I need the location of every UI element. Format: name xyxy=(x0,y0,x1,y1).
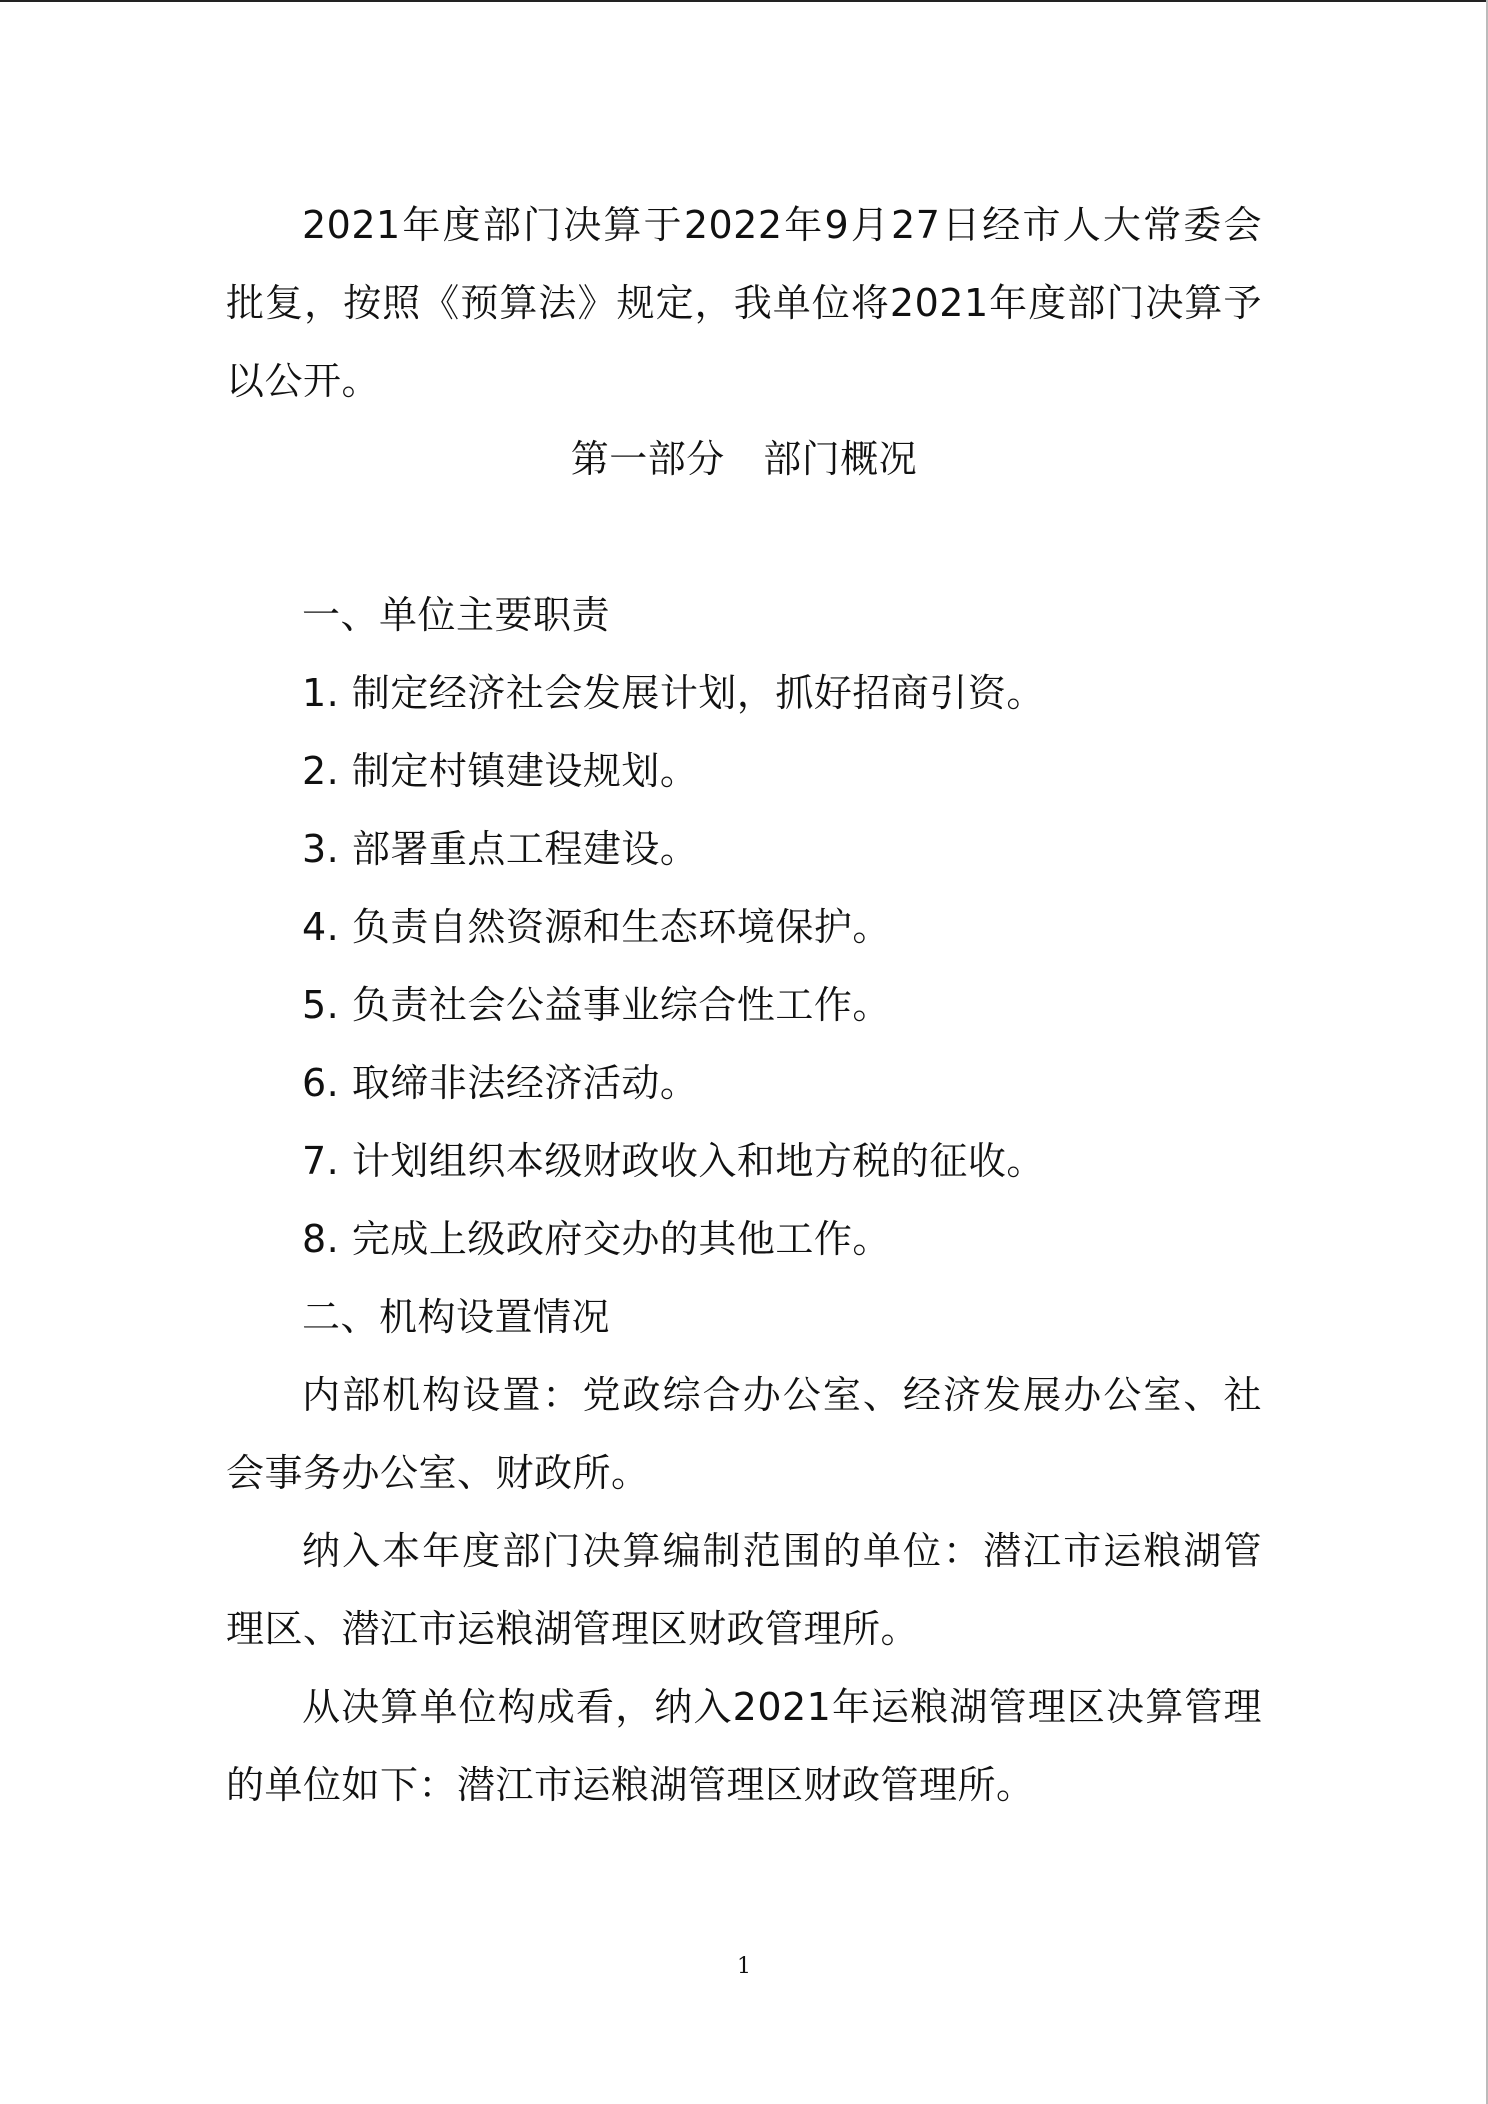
blank-line xyxy=(226,498,1262,576)
responsibility-item: 7. 计划组织本级财政收入和地方税的征收。 xyxy=(302,1139,1045,1183)
responsibility-item: 2. 制定村镇建设规划。 xyxy=(302,749,699,793)
part-title: 第一部分 部门概况 xyxy=(570,437,918,481)
organization-paragraph: 纳入本年度部门决算编制范围的单位：潜江市运粮湖管理区、潜江市运粮湖管理区财政管理所。 xyxy=(226,1529,1262,1651)
page-top-border xyxy=(0,0,1488,2)
intro-paragraph: 2021年度部门决算于2022年9月27日经市人大常委会批复，按照《预算法》规定，我单位将2021年度部门决算予以公开。 xyxy=(226,203,1262,403)
organization-paragraph: 内部机构设置：党政综合办公室、经济发展办公室、社会事务办公室、财政所。 xyxy=(226,1373,1262,1495)
section-heading-organization: 二、机构设置情况 xyxy=(302,1295,611,1339)
responsibility-item: 6. 取缔非法经济活动。 xyxy=(302,1061,699,1105)
document-body xyxy=(226,186,1262,1824)
responsibility-item: 3. 部署重点工程建设。 xyxy=(302,827,699,871)
responsibility-item: 5. 负责社会公益事业综合性工作。 xyxy=(302,983,891,1027)
section-heading-responsibilities: 一、单位主要职责 xyxy=(302,593,611,637)
responsibility-item: 1. 制定经济社会发展计划，抓好招商引资。 xyxy=(302,671,1045,715)
page-number: 1 xyxy=(737,1954,751,1979)
responsibility-item: 8. 完成上级政府交办的其他工作。 xyxy=(302,1217,891,1261)
organization-paragraph: 从决算单位构成看，纳入2021年运粮湖管理区决算管理的单位如下：潜江市运粮湖管理区财政管理所。 xyxy=(226,1685,1262,1807)
responsibility-item: 4. 负责自然资源和生态环境保护。 xyxy=(302,905,891,949)
